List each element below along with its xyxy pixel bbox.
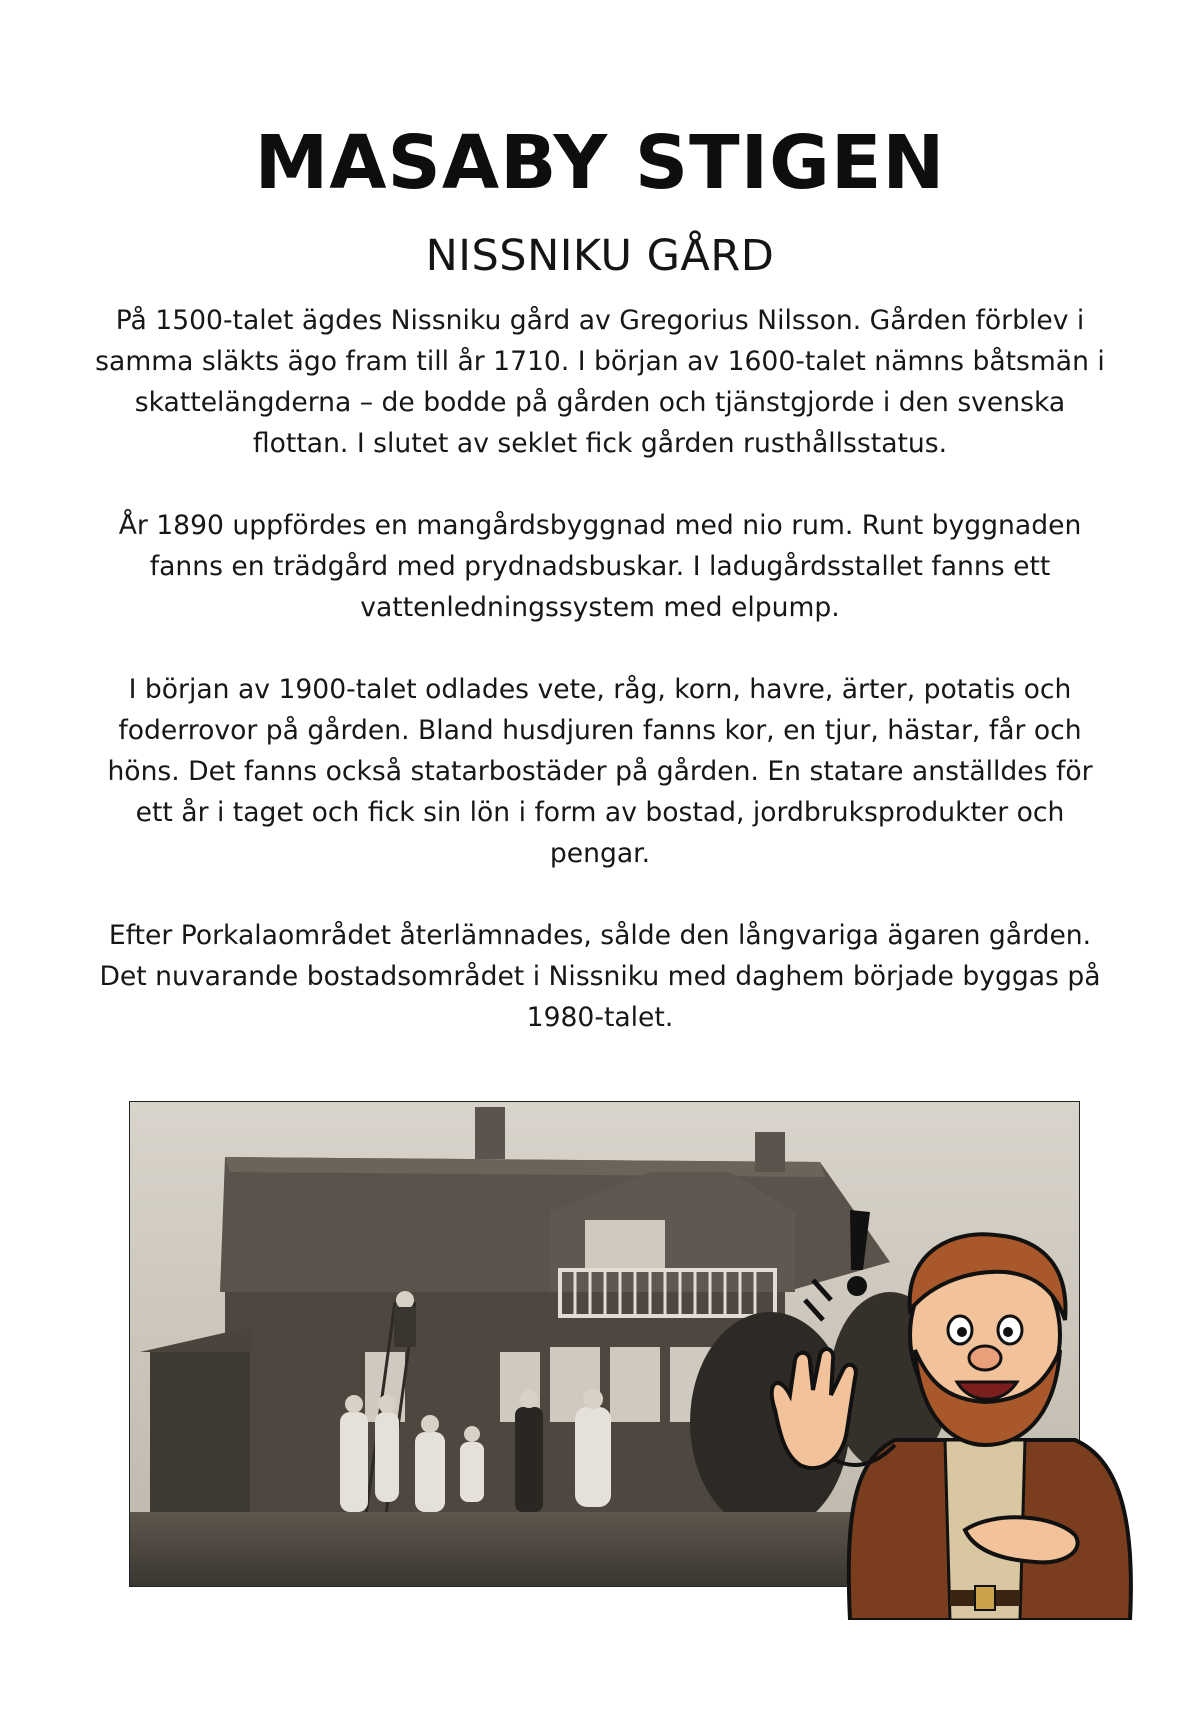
article-body [95, 300, 1105, 1079]
paragraph-history: På 1500-talet ägdes Nissniku gård av Gregorius Nilsson. Gården förblev i samma släkts ägo fram till år 1710. I början av 1600-talet nämns båtsmän i skattelängderna – de bodde på gården och tjänstgjorde i den svenska flottan. I slutet av seklet fick gården rusthållsstatus. [95, 305, 1105, 459]
page-subtitle: NISSNIKU GÅRD [425, 231, 775, 281]
guide-character-illustration [735, 1190, 1155, 1620]
paragraph-modern: Efter Porkalaområdet återlämnades, sålde den långvariga ägaren gården. Det nuvarande bostadsområdet i Nissniku med daghem började byggas på 1980-talet. [99, 920, 1101, 1033]
paragraph-farming: I början av 1900-talet odlades vete, råg, korn, havre, ärter, potatis och foderrovor på gården. Bland husdjuren fanns kor, en tjur, hästar, får och höns. Det fanns också statarbostäder på gården. En statare anställdes för ett år i taget och fick sin lön i form av bostad, jordbruksprodukter och pengar. [107, 674, 1093, 869]
page-title: MASABY STIGEN [254, 120, 946, 206]
paragraph-manor: År 1890 uppfördes en mangårdsbyggnad med nio rum. Runt byggnaden fanns en trädgård med prydnadsbuskar. I ladugårdsstallet fanns ett vattenledningssystem med elpump. [118, 510, 1082, 623]
